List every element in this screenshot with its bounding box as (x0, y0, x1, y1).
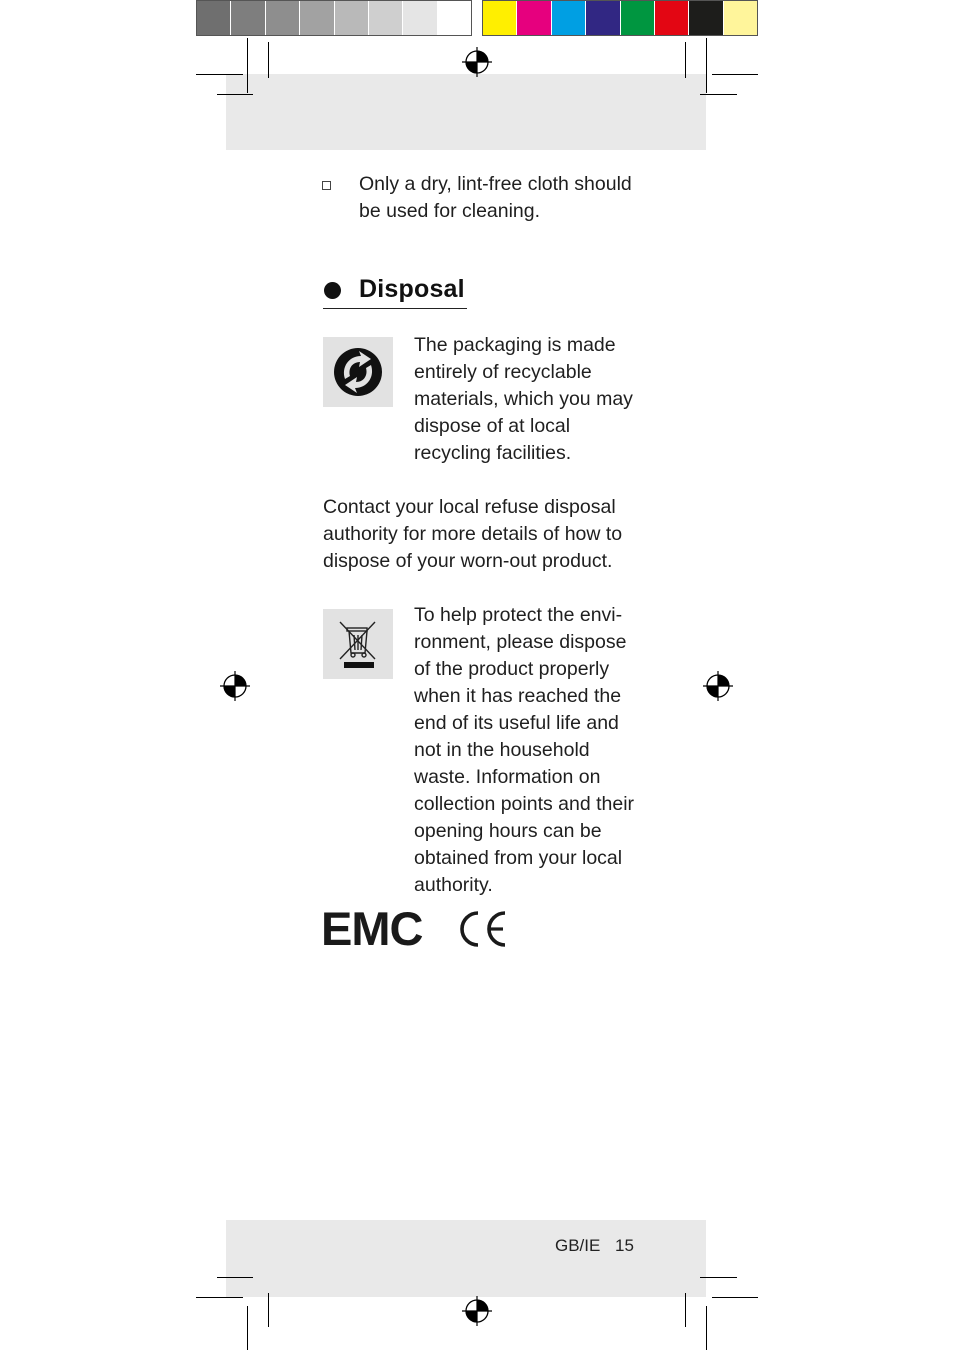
recycling-icon-box (323, 337, 393, 407)
grayscale-calibration-bar (196, 0, 472, 36)
gray-swatch (369, 1, 403, 35)
color-swatch (552, 1, 586, 35)
footer-band (226, 1220, 706, 1297)
color-swatch (724, 1, 757, 35)
color-swatch (621, 1, 655, 35)
gray-swatch (300, 1, 334, 35)
packaging-text: The packaging is made entirely of recyclable materials, which you may dispose of at local recycling facilities. (414, 334, 633, 464)
color-calibration-bar (482, 0, 758, 36)
gray-swatch (335, 1, 369, 35)
gray-swatch (266, 1, 300, 35)
checkbox-bullet-icon (322, 181, 331, 190)
footer-locale: GB/IE (555, 1236, 601, 1255)
color-swatch (517, 1, 551, 35)
emc-mark: EMC (321, 902, 423, 955)
gray-swatch (438, 1, 471, 35)
color-swatch (689, 1, 723, 35)
weee-icon-box (323, 609, 393, 679)
weee-disposal-text: To help protect the environment, please dispose of the product properly when it has reached the end of its useful life and not in the household waste. Information on collection points and their opening hours can be obtained from your local authority. (414, 604, 635, 896)
cleaning-item-text: Only a dry, lint-free cloth should be used for cleaning. (359, 173, 632, 222)
section-heading-disposal (323, 272, 467, 309)
gray-swatch (403, 1, 437, 35)
color-swatch (483, 1, 517, 35)
registration-mark-icon (462, 47, 492, 77)
color-swatch (586, 1, 620, 35)
section-heading-text: Disposal (359, 275, 465, 303)
contact-authority-text: Contact your local refuse disposal authority for more details of how to dispose of your worn-out product. (323, 496, 623, 572)
gray-swatch (197, 1, 231, 35)
page-number: 15 (615, 1236, 634, 1255)
registration-mark-icon (462, 1296, 492, 1326)
bullet-dot-icon (324, 282, 341, 299)
color-swatch (655, 1, 689, 35)
green-dot-recycling-icon (323, 337, 393, 407)
registration-mark-icon (703, 671, 733, 701)
gray-swatch (231, 1, 265, 35)
crossed-out-wheelie-bin-icon (323, 609, 393, 679)
ce-mark-icon (456, 910, 508, 948)
header-band (226, 74, 706, 150)
registration-mark-icon (220, 671, 250, 701)
